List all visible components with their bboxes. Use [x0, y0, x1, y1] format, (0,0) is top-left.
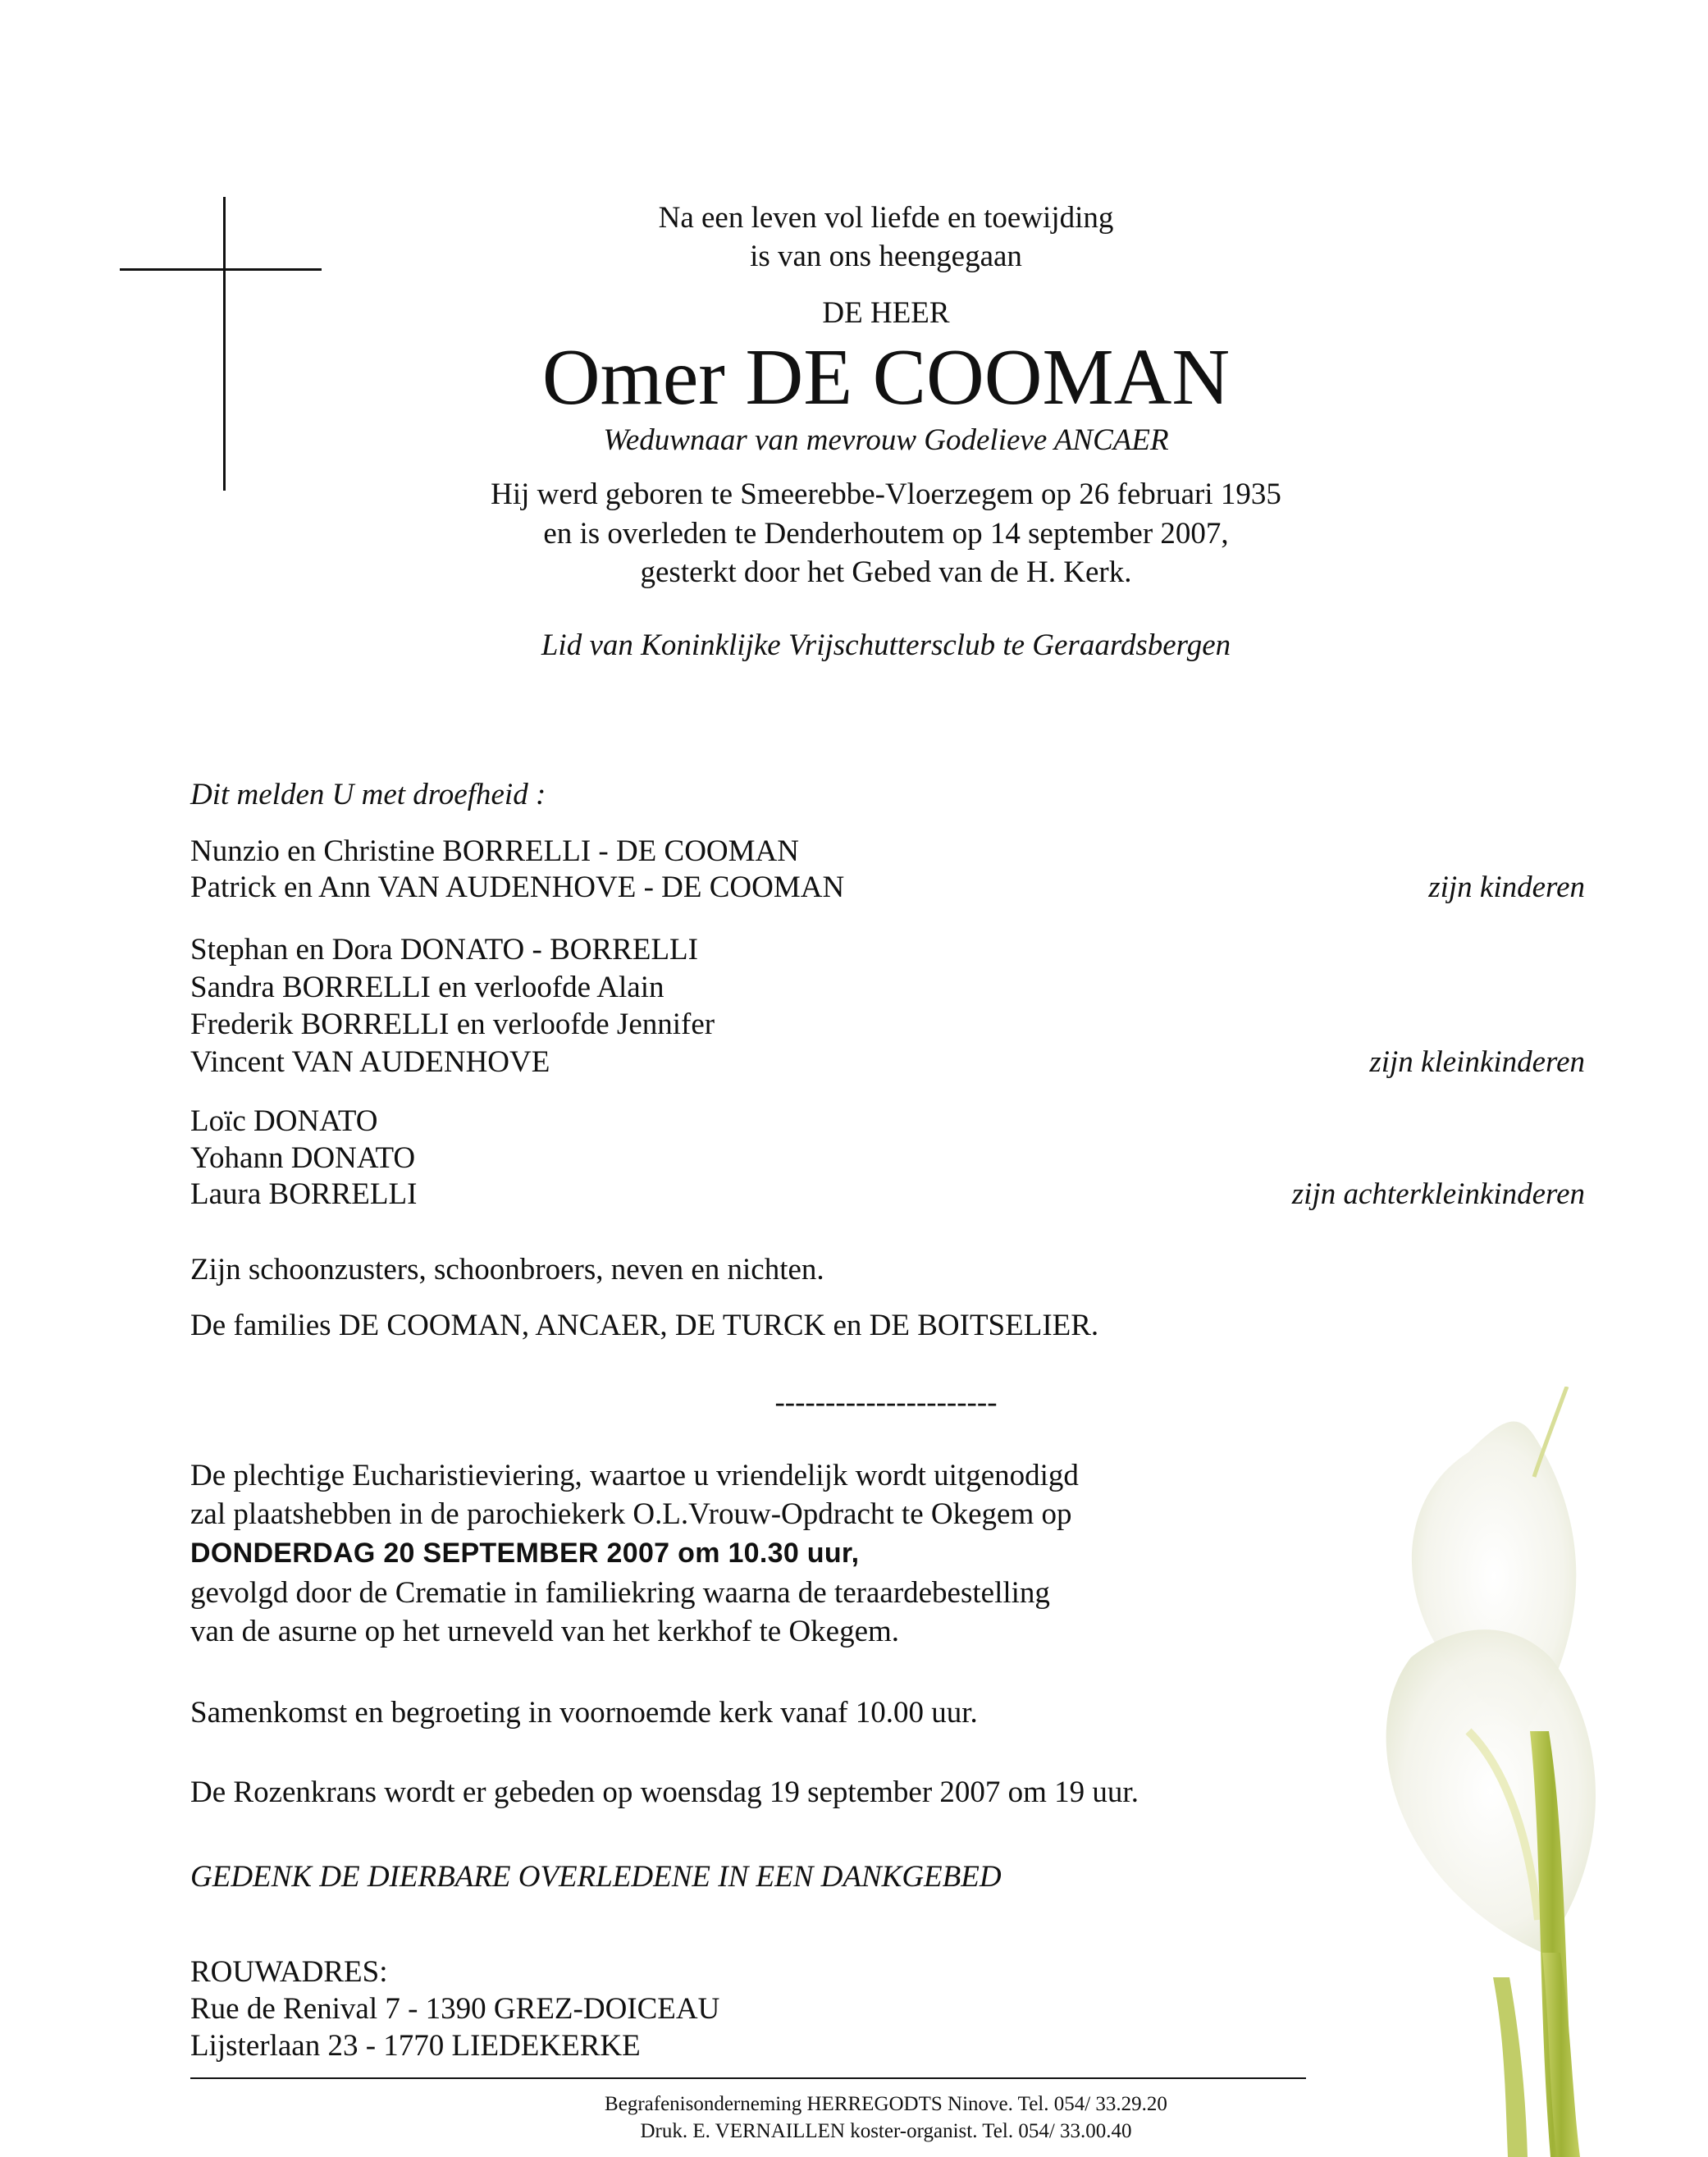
intro-line-1: Na een leven vol liefde en toewijding — [658, 201, 1114, 235]
bio-line-2: en is overleden te Denderhoutem op 14 september 2007, — [543, 517, 1229, 551]
great-grandchild-3: Laura BORRELLI — [190, 1177, 418, 1211]
footer-rule — [190, 2077, 1306, 2079]
great-grandchild-2: Yohann DONATO — [190, 1141, 416, 1175]
grandchild-2: Sandra BORRELLI en verloofde Alain — [190, 971, 664, 1004]
intro-line-2: is van ons heengegaan — [750, 240, 1022, 273]
grandchild-1: Stephan en Dora DONATO - BORRELLI — [190, 933, 698, 967]
title: DE HEER — [822, 296, 950, 330]
bio-line-3: gesterkt door het Gebed van de H. Kerk. — [640, 555, 1132, 589]
bio-line-1: Hij werd geboren te Smeerebbe-Vloerzegem op 26 februari 1935 — [491, 478, 1281, 511]
children-label: zijn kinderen — [1428, 871, 1585, 904]
grandchildren-label: zijn kleinkinderen — [1369, 1045, 1585, 1079]
address-line-2: Lijsterlaan 23 - 1770 LIEDEKERKE — [190, 2029, 641, 2063]
great-grandchild-1: Loïc DONATO — [190, 1104, 378, 1138]
child-1: Nunzio en Christine BORRELLI - DE COOMAN — [190, 834, 799, 868]
grandchild-4: Vincent VAN AUDENHOVE — [190, 1045, 550, 1079]
families-line: De families DE COOMAN, ANCAER, DE TURCK en DE BOITSELIER. — [190, 1309, 1099, 1342]
gathering-line: Samenkomst en begroeting in voornoemde kerk vanaf 10.00 uur. — [190, 1696, 978, 1730]
great-grandchildren-label: zijn achterkleinkinderen — [1291, 1177, 1585, 1211]
address-label: ROUWADRES: — [190, 1955, 388, 1989]
relatives-line: Zijn schoonzusters, schoonbroers, neven en nichten. — [190, 1253, 824, 1286]
deceased-name: Omer DE COOMAN — [541, 333, 1231, 422]
separator: ---------------------- — [774, 1386, 998, 1419]
footer-line-2: Druk. E. VERNAILLEN koster-organist. Tel. 054/ 33.00.40 — [640, 2120, 1132, 2142]
ceremony-line-5: van de asurne op het urneveld van het kerkhof te Okegem. — [190, 1615, 900, 1648]
calla-lily-icon — [1345, 1387, 1708, 2157]
child-2: Patrick en Ann VAN AUDENHOVE - DE COOMAN — [190, 871, 845, 904]
membership: Lid van Koninklijke Vrijschuttersclub te Geraardsbergen — [541, 628, 1231, 662]
rosary-line: De Rozenkrans wordt er gebeden op woensdag 19 september 2007 om 19 uur. — [190, 1775, 1139, 1809]
address-line-1: Rue de Renival 7 - 1390 GREZ-DOICEAU — [190, 1992, 720, 2026]
grandchild-3: Frederik BORRELLI en verloofde Jennifer — [190, 1008, 715, 1041]
ceremony-line-4: gevolgd door de Crematie in familiekring waarna de teraardebestelling — [190, 1576, 1050, 1610]
footer-line-1: Begrafenisonderneming HERREGODTS Ninove. Tel. 054/ 33.29.20 — [605, 2093, 1167, 2115]
family-intro: Dit melden U met droefheid : — [190, 778, 546, 811]
ceremony-line-2: zal plaatshebben in de parochiekerk O.L.Vrouw-Opdracht te Okegem op — [190, 1497, 1072, 1531]
remember-line: GEDENK DE DIERBARE OVERLEDENE IN EEN DANKGEBED — [190, 1860, 1002, 1894]
widower-line: Weduwnaar van mevrouw Godelieve ANCAER — [603, 423, 1169, 457]
ceremony-date-time: DONDERDAG 20 SEPTEMBER 2007 om 10.30 uur, — [190, 1538, 860, 1569]
ceremony-line-1: De plechtige Eucharistieviering, waartoe u vriendelijk wordt uitgenodigd — [190, 1459, 1079, 1492]
